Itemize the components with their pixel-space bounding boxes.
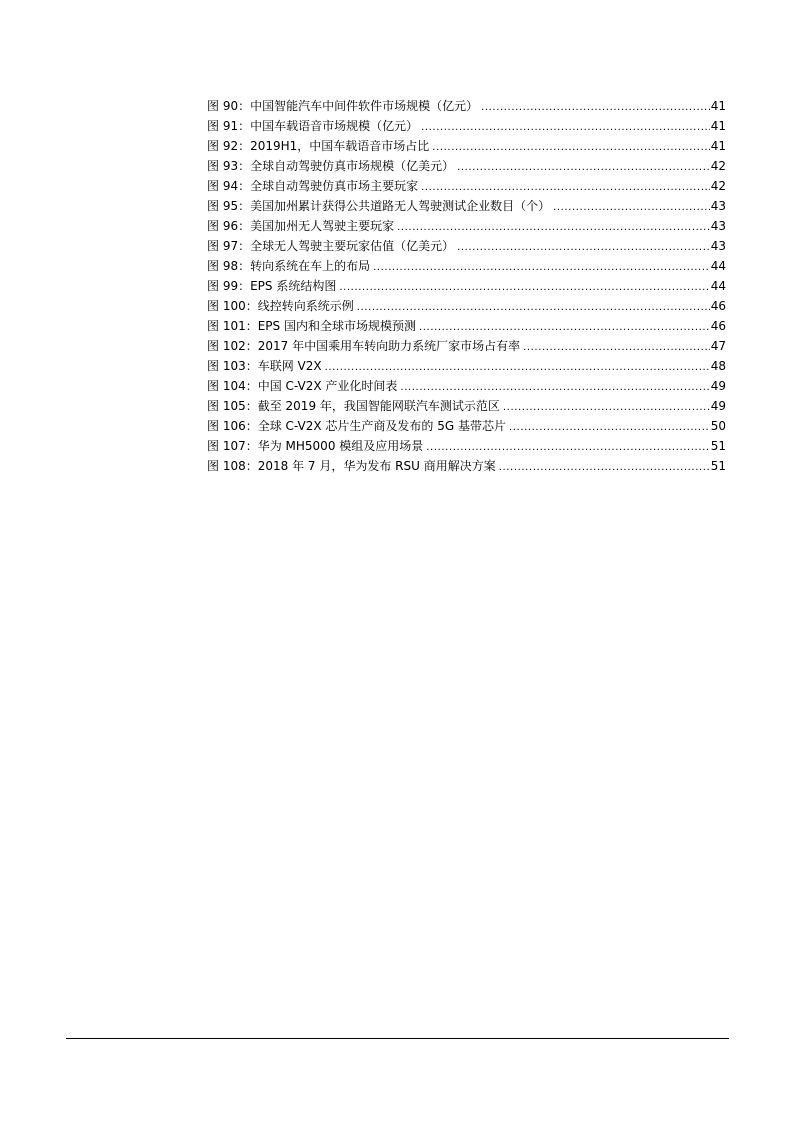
toc-entry-title: 图 98：转向系统在车上的布局 (207, 259, 371, 273)
toc-entry-title: 图 92：2019H1，中国车载语音市场占比 (207, 139, 430, 153)
toc-dot-leader (339, 278, 709, 298)
toc-entry[interactable] (207, 296, 726, 316)
toc-dot-leader (373, 258, 710, 278)
footer-divider (66, 1038, 729, 1039)
toc-page-number: 42 (710, 179, 726, 193)
toc-page-number: 41 (710, 119, 726, 133)
toc-entry[interactable] (207, 456, 726, 476)
toc-entry[interactable] (207, 336, 726, 356)
toc-entry[interactable] (207, 436, 726, 456)
toc-entry[interactable] (207, 116, 726, 136)
toc-page-number: 48 (710, 359, 726, 373)
toc-dot-leader (481, 98, 710, 118)
toc-page-number: 44 (710, 279, 726, 293)
toc-entry-title: 图 93：全球自动驾驶仿真市场规模（亿美元） (207, 159, 455, 173)
toc-page-number: 49 (710, 379, 726, 393)
table-of-figures (207, 96, 726, 476)
toc-entry-title: 图 102：2017 年中国乘用车转向助力系统厂家市场占有率 (207, 339, 521, 353)
toc-page-number: 41 (710, 139, 726, 153)
toc-page-number: 41 (710, 99, 726, 113)
toc-entry-title: 图 101：EPS 国内和全球市场规模预测 (207, 319, 416, 333)
toc-entry-title: 图 108：2018 年 7 月，华为发布 RSU 商用解决方案 (207, 459, 496, 473)
toc-page-number: 51 (710, 459, 726, 473)
toc-entry[interactable] (207, 196, 726, 216)
toc-dot-leader (357, 298, 710, 318)
toc-page-number: 47 (710, 339, 726, 353)
toc-entry[interactable] (207, 176, 726, 196)
toc-dot-leader (426, 438, 709, 458)
toc-entry[interactable] (207, 416, 726, 436)
toc-dot-leader (509, 418, 710, 438)
toc-entry-title: 图 94：全球自动驾驶仿真市场主要玩家 (207, 179, 419, 193)
toc-entry[interactable] (207, 236, 726, 256)
toc-dot-leader (457, 158, 710, 178)
toc-entry[interactable] (207, 156, 726, 176)
toc-entry-title: 图 105：截至 2019 年，我国智能网联汽车测试示范区 (207, 399, 500, 413)
toc-dot-leader (421, 178, 710, 198)
toc-page-number: 46 (710, 299, 726, 313)
toc-page-number: 51 (710, 439, 726, 453)
toc-dot-leader (553, 198, 710, 218)
toc-entry-title: 图 104：中国 C-V2X 产业化时间表 (207, 379, 398, 393)
toc-dot-leader (457, 238, 710, 258)
toc-entry[interactable] (207, 356, 726, 376)
toc-page-number: 46 (710, 319, 726, 333)
toc-page-number: 43 (710, 199, 726, 213)
toc-entry[interactable] (207, 396, 726, 416)
toc-dot-leader (432, 138, 709, 158)
toc-page-number: 43 (710, 219, 726, 233)
toc-dot-leader (325, 358, 710, 378)
toc-dot-leader (523, 338, 710, 358)
toc-entry-title: 图 90：中国智能汽车中间件软件市场规模（亿元） (207, 99, 479, 113)
toc-entry-title: 图 107：华为 MH5000 模组及应用场景 (207, 439, 424, 453)
toc-dot-leader (419, 318, 710, 338)
toc-dot-leader (397, 218, 710, 238)
toc-dot-leader (499, 458, 710, 478)
toc-entry[interactable] (207, 216, 726, 236)
toc-entry[interactable] (207, 316, 726, 336)
toc-entry-title: 图 99：EPS 系统结构图 (207, 279, 337, 293)
toc-entry[interactable] (207, 256, 726, 276)
toc-page-number: 44 (710, 259, 726, 273)
toc-entry-title: 图 100：线控转向系统示例 (207, 299, 354, 313)
toc-entry[interactable] (207, 376, 726, 396)
toc-page-number: 50 (710, 419, 726, 433)
toc-entry[interactable] (207, 136, 726, 156)
toc-entry-title: 图 106：全球 C-V2X 芯片生产商及发布的 5G 基带芯片 (207, 419, 506, 433)
toc-page-number: 42 (710, 159, 726, 173)
toc-dot-leader (400, 378, 709, 398)
toc-entry-title: 图 97：全球无人驾驶主要玩家估值（亿美元） (207, 239, 455, 253)
toc-entry[interactable] (207, 276, 726, 296)
toc-entry-title: 图 95：美国加州累计获得公共道路无人驾驶测试企业数目（个） (207, 199, 551, 213)
toc-entry-title: 图 96：美国加州无人驾驶主要玩家 (207, 219, 395, 233)
toc-dot-leader (421, 118, 710, 138)
toc-entry-title: 图 103：车联网 V2X (207, 359, 322, 373)
toc-dot-leader (503, 398, 710, 418)
toc-entry-title: 图 91：中国车载语音市场规模（亿元） (207, 119, 419, 133)
toc-entry[interactable] (207, 96, 726, 116)
toc-page-number: 49 (710, 399, 726, 413)
toc-page-number: 43 (710, 239, 726, 253)
